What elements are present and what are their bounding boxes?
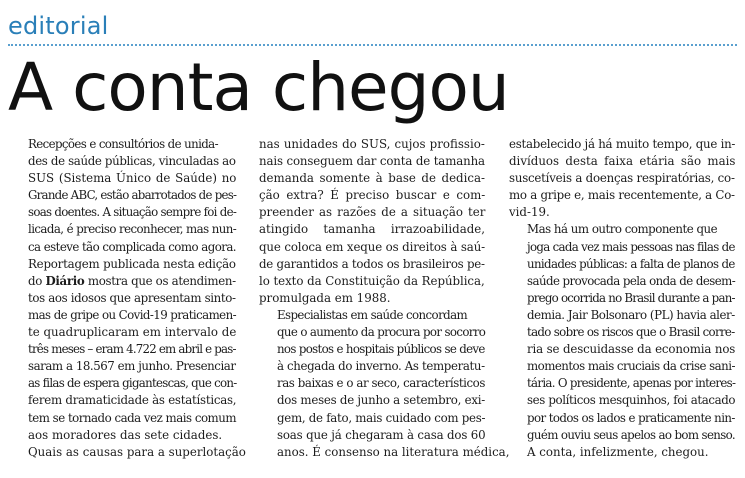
text-line: suscetíveis a doenças respiratórias, co-	[509, 171, 735, 186]
text-line: ras baixas e o ar seco, característicos	[277, 376, 485, 391]
text-line: mo a gripe e, mais recentemente, a Co-	[509, 188, 735, 203]
text-line: Recepções e consultórios de unida-	[28, 137, 218, 151]
text-line: por todos os lados e praticamente nin-	[527, 410, 735, 425]
text-line: SUS (Sistema Único de Saúde) no	[28, 171, 237, 186]
article-paragraph	[509, 221, 735, 460]
text-line: lo texto da Constituição da República,	[259, 273, 485, 288]
text-line: de garantidos a todos os brasileiros pe-	[259, 256, 485, 271]
text-line: tária. O presidente, apenas por interes-	[527, 376, 736, 391]
article-column-1	[10, 136, 246, 461]
text-line: te quadruplicaram em intervalo de	[28, 325, 237, 340]
text-line: Especialistas em saúde concordam	[277, 307, 468, 322]
text-line: as filas de espera gigantescas, que con-	[28, 376, 237, 391]
text-line: Reportagem publicada nesta edição	[28, 256, 236, 271]
text-line: do Diário mostra que os atendimen-	[28, 273, 236, 288]
text-line: Mas há um outro componente que	[527, 222, 718, 237]
text-line: licada, é preciso reconhecer, mas nun-	[28, 222, 237, 237]
text-line: divíduos desta faixa etária são mais	[509, 154, 736, 169]
text-line: momentos mais cruciais da crise sani-	[527, 359, 735, 374]
text-line: ses políticos mesquinhos, foi atacado	[527, 393, 736, 408]
text-line: demanda somente à base de dedica-	[259, 171, 485, 186]
text-line: demia. Jair Bolsonaro (PL) havia aler-	[527, 307, 735, 322]
text-line: saram a 18.567 em junho. Presenciar	[28, 359, 236, 374]
text-line: preender as razões de a situação ter	[259, 205, 486, 220]
article-column-3	[509, 136, 735, 461]
text-line: ção extra? É preciso buscar e com-	[259, 188, 486, 203]
text-line: soas doentes. A situação sempre foi de-	[28, 205, 237, 220]
text-line: vid-19.	[509, 205, 550, 220]
article-paragraph	[10, 444, 246, 461]
text-line: atingido tamanha irrazoabilidade,	[259, 222, 486, 237]
text-line: promulgada em 1988.	[259, 290, 391, 305]
kicker-divider	[8, 44, 737, 46]
text-line: guém ouviu seus apelos ao bom senso.	[527, 427, 736, 442]
text-line: soas que já chegaram à casa dos 60	[277, 427, 486, 442]
text-line: nas unidades do SUS, cujos profissio-	[259, 137, 485, 151]
text-line: nais conseguem dar conta de tamanha	[259, 154, 485, 169]
text-line: gem, de fato, mais cuidado com pes-	[277, 410, 486, 425]
text-line: tado sobre os riscos que o Brasil corre-	[527, 325, 735, 340]
text-line: anos. É consenso na literatura médica,	[277, 444, 510, 459]
text-line: que o aumento da procura por socorro	[277, 325, 486, 340]
text-line: tos aos idosos que apresentam sinto-	[28, 290, 236, 305]
text-line: mas de gripe ou Covid-19 praticamen-	[28, 307, 236, 322]
text-line: nos postos e hospitais públicos se deve	[277, 342, 485, 357]
text-line: à chegada do inverno. As temperatu-	[277, 359, 485, 374]
text-line: ca esteve tão complicada como agora.	[28, 239, 236, 254]
text-line: joga cada vez mais pessoas nas filas de	[527, 239, 735, 254]
text-line: saúde provocada pela onda de desem-	[527, 273, 736, 288]
section-kicker: editorial	[8, 12, 109, 40]
text-line: tem se tornado cada vez mais comum	[28, 410, 237, 425]
article-paragraph	[10, 136, 236, 444]
text-line: A conta, infelizmente, chegou.	[527, 444, 709, 459]
article-column-2	[259, 136, 510, 461]
text-line: que coloca em xeque os direitos à saú-	[259, 239, 486, 254]
text-line: Grande ABC, estão abarrotados de pes-	[28, 188, 237, 203]
headline: A conta chegou	[8, 49, 509, 126]
text-line: ferem dramaticidade às estatísticas,	[28, 393, 237, 408]
text-line: ria se descuidasse da economia nos	[527, 342, 736, 357]
article-paragraph	[259, 307, 510, 461]
text-line: Quais as causas para a superlotação	[28, 444, 246, 459]
text-line: dos meses de junho a setembro, exi-	[277, 393, 485, 408]
article-paragraph	[509, 136, 735, 221]
text-line: des de saúde públicas, vinculadas ao	[28, 154, 236, 169]
text-line: estabelecido já há muito tempo, que in-	[509, 137, 736, 151]
article-paragraph	[259, 136, 485, 307]
text-line: aos moradores das sete cidades.	[28, 427, 223, 442]
text-line: unidades públicas: a falta de planos de	[527, 256, 735, 271]
text-line: três meses – eram 4.722 em abril e pas-	[28, 342, 236, 357]
text-line: prego ocorrida no Brasil durante a pan-	[527, 290, 735, 305]
